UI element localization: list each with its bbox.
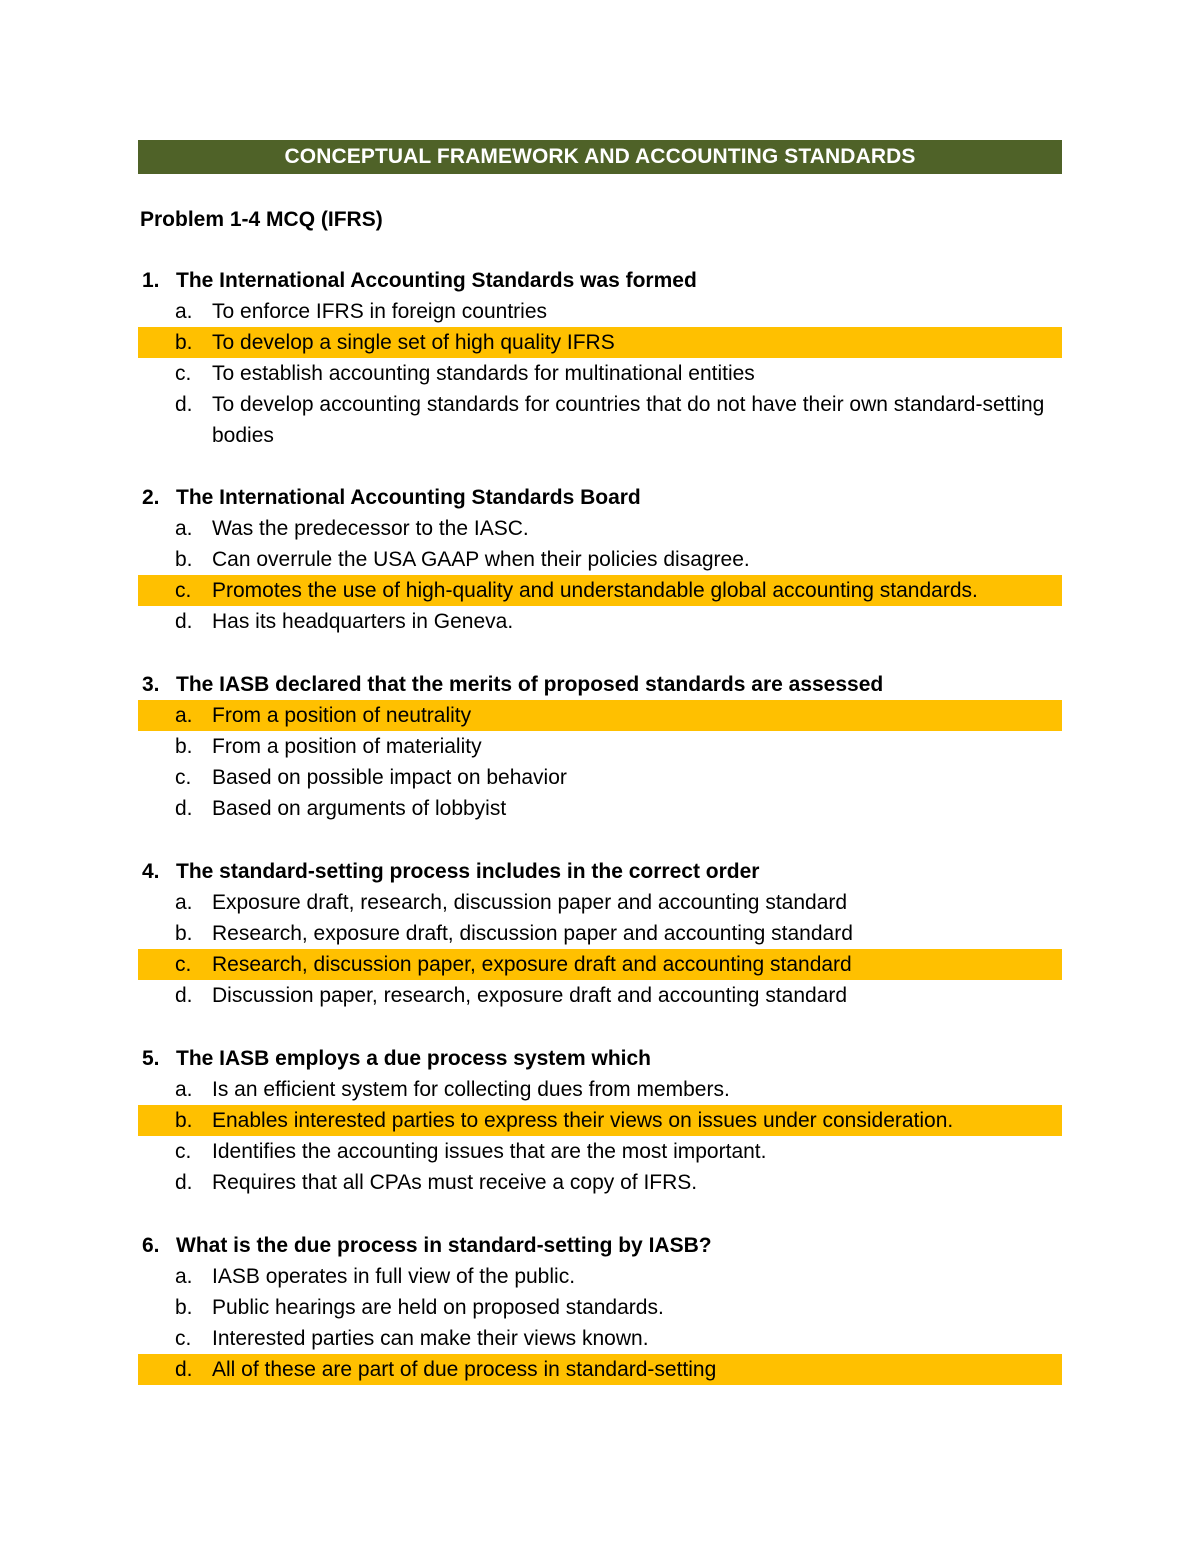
option-d	[138, 793, 1062, 824]
option-letter: b.	[175, 1109, 193, 1132]
option-text: IASB operates in full view of the public.	[212, 1265, 576, 1288]
option-d	[138, 606, 1062, 637]
option-letter: b.	[175, 331, 193, 354]
question-title	[138, 265, 1062, 296]
option-letter: c.	[175, 362, 192, 385]
question-title	[138, 669, 1062, 700]
option-letter: c.	[175, 1140, 192, 1163]
option-text: Was the predecessor to the IASC.	[212, 517, 529, 540]
option-b	[138, 918, 1062, 949]
question-number: 2.	[142, 486, 160, 509]
option-letter: b.	[175, 548, 193, 571]
option-letter: d.	[175, 1171, 193, 1194]
option-text: To develop accounting standards for countries that do not have their own standard-setting bodies	[212, 393, 1045, 447]
question-number: 3.	[142, 673, 160, 696]
option-letter: a.	[175, 1078, 193, 1101]
option-b-answer	[138, 327, 1062, 358]
question-text: The International Accounting Standards Board	[176, 486, 641, 509]
problem-heading: Problem 1-4 MCQ (IFRS)	[140, 208, 383, 231]
question-5	[138, 1043, 1062, 1198]
question-number: 6.	[142, 1234, 160, 1257]
option-c	[138, 1136, 1062, 1167]
option-text: Research, exposure draft, discussion paper and accounting standard	[212, 922, 853, 945]
option-text: Promotes the use of high-quality and understandable global accounting standards.	[212, 579, 978, 602]
option-text: Interested parties can make their views known.	[212, 1327, 649, 1350]
option-d-answer	[138, 1354, 1062, 1385]
option-a	[138, 296, 1062, 327]
option-text: Discussion paper, research, exposure draft and accounting standard	[212, 984, 848, 1007]
question-text: What is the due process in standard-setting by IASB?	[176, 1234, 712, 1257]
question-title	[138, 1230, 1062, 1261]
option-text: Research, discussion paper, exposure draft and accounting standard	[212, 953, 852, 976]
option-text: Is an efficient system for collecting dues from members.	[212, 1078, 730, 1101]
question-number: 4.	[142, 860, 160, 883]
option-text: Can overrule the USA GAAP when their policies disagree.	[212, 548, 750, 571]
option-text: To enforce IFRS in foreign countries	[212, 300, 547, 323]
option-c	[138, 1323, 1062, 1354]
option-d	[138, 980, 1062, 1011]
question-text: The IASB employs a due process system which	[176, 1047, 651, 1070]
question-4	[138, 856, 1062, 1011]
question-number: 5.	[142, 1047, 160, 1070]
option-text: All of these are part of due process in standard-setting	[212, 1358, 717, 1381]
option-b	[138, 1292, 1062, 1323]
option-text: To develop a single set of high quality IFRS	[212, 331, 615, 354]
question-1	[138, 265, 1062, 451]
option-text: Based on possible impact on behavior	[212, 766, 567, 789]
option-letter: a.	[175, 1265, 193, 1288]
option-letter: d.	[175, 1358, 193, 1381]
option-a	[138, 1074, 1062, 1105]
option-letter: b.	[175, 922, 193, 945]
option-letter: d.	[175, 984, 193, 1007]
option-c	[138, 762, 1062, 793]
option-letter: c.	[175, 579, 192, 602]
question-6	[138, 1230, 1062, 1385]
option-c	[138, 358, 1062, 389]
option-c-answer	[138, 949, 1062, 980]
option-a-answer	[138, 700, 1062, 731]
option-a	[138, 1261, 1062, 1292]
question-title	[138, 856, 1062, 887]
option-c-answer	[138, 575, 1062, 606]
option-letter: c.	[175, 1327, 192, 1350]
option-letter: a.	[175, 300, 193, 323]
question-number: 1.	[142, 269, 160, 292]
option-b-answer	[138, 1105, 1062, 1136]
option-letter: c.	[175, 766, 192, 789]
question-text: The standard-setting process includes in the correct order	[176, 860, 760, 883]
option-letter: c.	[175, 953, 192, 976]
question-title	[138, 482, 1062, 513]
option-a	[138, 887, 1062, 918]
option-text: From a position of neutrality	[212, 704, 472, 727]
option-text: Based on arguments of lobbyist	[212, 797, 507, 820]
option-letter: d.	[175, 393, 193, 416]
question-title	[138, 1043, 1062, 1074]
option-letter: a.	[175, 517, 193, 540]
option-b	[138, 544, 1062, 575]
option-text: Exposure draft, research, discussion paper and accounting standard	[212, 891, 848, 914]
option-letter: a.	[175, 704, 193, 727]
question-text: The IASB declared that the merits of proposed standards are assessed	[176, 673, 884, 696]
option-b	[138, 731, 1062, 762]
option-letter: b.	[175, 1296, 193, 1319]
question-2	[138, 482, 1062, 637]
option-text: Has its headquarters in Geneva.	[212, 610, 514, 633]
page-title-banner: CONCEPTUAL FRAMEWORK AND ACCOUNTING STANDARDS	[138, 140, 1062, 174]
option-letter: d.	[175, 797, 193, 820]
option-text: To establish accounting standards for multinational entities	[212, 362, 755, 385]
question-text: The International Accounting Standards was formed	[176, 269, 697, 292]
option-letter: d.	[175, 610, 193, 633]
option-text: Identifies the accounting issues that are the most important.	[212, 1140, 767, 1163]
option-a	[138, 513, 1062, 544]
option-letter: a.	[175, 891, 193, 914]
option-d	[138, 389, 1062, 451]
question-3	[138, 669, 1062, 824]
option-text: Requires that all CPAs must receive a copy of IFRS.	[212, 1171, 698, 1194]
option-text: Public hearings are held on proposed standards.	[212, 1296, 664, 1319]
option-text: Enables interested parties to express their views on issues under consideration.	[212, 1109, 954, 1132]
option-letter: b.	[175, 735, 193, 758]
option-text: From a position of materiality	[212, 735, 482, 758]
option-d	[138, 1167, 1062, 1198]
